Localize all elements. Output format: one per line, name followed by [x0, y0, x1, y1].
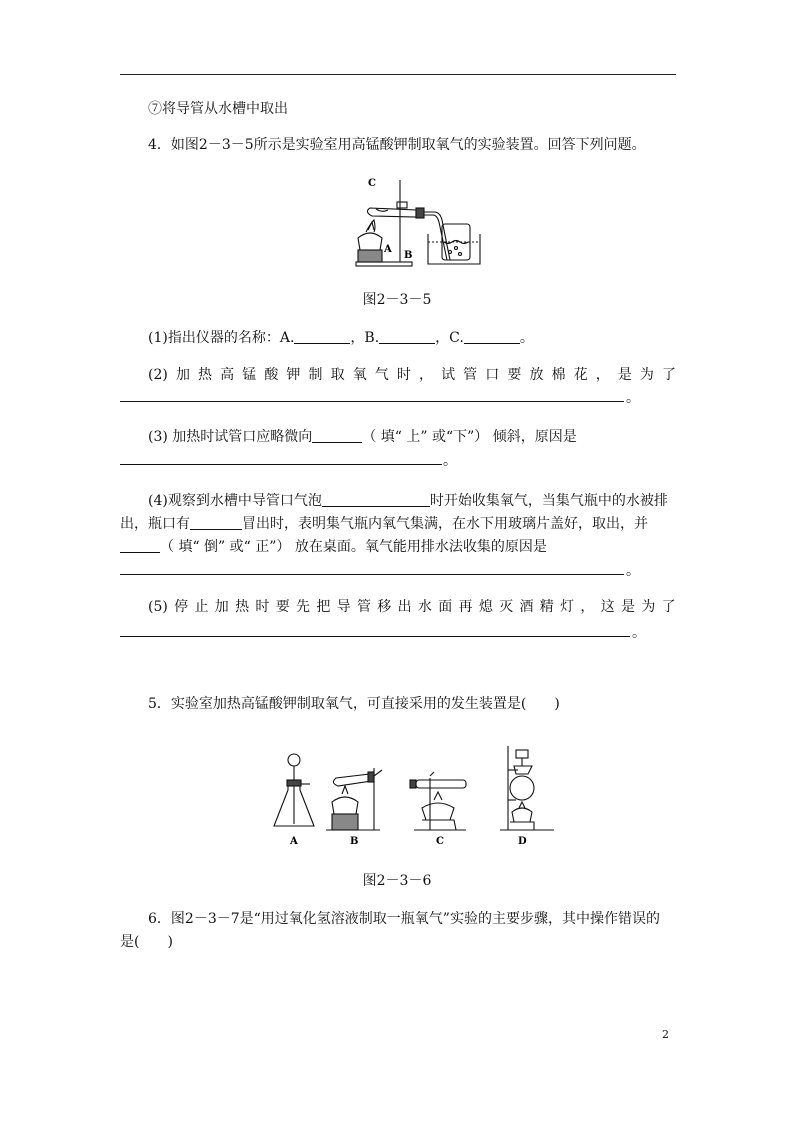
q4-part4-lead: (4)观察到水槽中导管口气泡 [148, 493, 322, 509]
q4-part5-char: 移 [377, 599, 392, 615]
answer-blank-b[interactable] [379, 328, 435, 344]
q4-part2-char: 时 [396, 367, 411, 383]
figure-2-3-6 [270, 738, 554, 848]
q4-part2-char: 钾 [286, 367, 301, 383]
q6-stem-line2: 是( ) [120, 934, 173, 950]
q4-part2-char: 锰 [242, 367, 257, 383]
q4-part5-char: 把 [316, 599, 331, 615]
q4-part2-char: 气 [374, 367, 389, 383]
q4-part4-tail1: 时开始收集氧气，当集气瓶中的水被排 [429, 493, 668, 509]
q4-part1-lead: (1)指出仪器的名称：A. [148, 330, 295, 346]
q4-part5-char: 导 [336, 599, 351, 615]
answer-blank-part4a[interactable] [322, 491, 430, 507]
q4-part2-char: 酸 [264, 367, 279, 383]
q4-part2-char: 制 [308, 367, 323, 383]
q4-part2-char: 棉 [551, 367, 566, 383]
answer-blank-part3b[interactable] [120, 464, 442, 465]
q4-part2-char: 为 [639, 367, 654, 383]
q4-part1-end: 。 [519, 330, 534, 346]
q4-part5-line1 [120, 597, 676, 617]
q4-part1 [120, 328, 676, 348]
q4-part3-mid: （ 填“ 上” 或“下”） 倾斜，原因是 [362, 429, 577, 445]
q4-part2-char: 热 [198, 367, 213, 383]
q4-part2-char: ， [418, 367, 433, 383]
q4-part1-c: ，C. [435, 330, 464, 346]
figure-caption-2-3-5: 图2－3－5 [362, 292, 432, 308]
q4-part5-char: 灭 [499, 599, 514, 615]
q4-part5-char: 出 [397, 599, 412, 615]
q4-part5-end: 。 [632, 625, 646, 641]
q4-part5-char: 再 [458, 599, 473, 615]
apparatus-c [410, 772, 466, 830]
apparatus-b [326, 768, 382, 830]
answer-blank-part3a[interactable] [312, 427, 362, 443]
q4-part5-char: 灯 [560, 599, 575, 615]
answer-blank-part2[interactable] [120, 401, 624, 402]
apparatus-a [274, 754, 314, 826]
q4-part2-char: ， [595, 367, 610, 383]
q4-part2-end: 。 [626, 390, 640, 406]
q4-stem: 4．如图2－3－5所示是实验室用高锰酸钾制取氧气的实验装置。回答下列问题。 [148, 137, 646, 153]
q4-part5-char: (5) [148, 599, 168, 615]
q3-step-7: ⑦将导管从水槽中取出 [148, 101, 288, 117]
option-label-d: D [518, 836, 527, 847]
q4-part4-line1 [120, 491, 676, 511]
fig5-label-a: A [384, 244, 392, 255]
q4-part2-char: 管 [463, 367, 478, 383]
answer-blank-part4b[interactable] [190, 514, 242, 530]
answer-blank-c[interactable] [464, 328, 520, 344]
q4-part5-char: 热 [235, 599, 250, 615]
q4-part5-char: 止 [194, 599, 209, 615]
q4-part5-char: ， [580, 599, 595, 615]
q4-part2-char: 氧 [352, 367, 367, 383]
q4-part5-char: 了 [661, 599, 676, 615]
q4-part2-line1 [120, 365, 676, 385]
q4-part5-char: 精 [539, 599, 554, 615]
q4-part5-char: 这 [600, 599, 615, 615]
q4-part4-lead2: 出，瓶口有 [120, 516, 190, 532]
q4-part5-char: 先 [296, 599, 311, 615]
q6-stem-line1: 6．图2－3－7是“用过氧化氢溶液制取一瓶氧气”实验的主要步骤，其中操作错误的 [148, 911, 660, 927]
q4-part5-char: 管 [356, 599, 371, 615]
answer-blank-part5[interactable] [120, 636, 630, 637]
q4-part2-char: 取 [330, 367, 345, 383]
option-label-b: B [350, 836, 359, 847]
q4-part3-end: 。 [443, 453, 457, 469]
q4-part2-char: 试 [441, 367, 456, 383]
q4-part5-char: 面 [438, 599, 453, 615]
q4-part5-char: 水 [417, 599, 432, 615]
q4-part5-char: 酒 [519, 599, 534, 615]
q4-part2-char: 口 [485, 367, 500, 383]
q4-part4-tail2: 冒出时，表明集气瓶内氧气集满，在水下用玻璃片盖好，取出，并 [242, 516, 648, 532]
option-label-a: A [290, 836, 298, 847]
q4-part5-char: 要 [275, 599, 290, 615]
answer-blank-part4c[interactable] [120, 537, 160, 553]
q4-part2-char: 放 [529, 367, 544, 383]
q4-part4-line3 [120, 537, 676, 557]
apparatus-d [500, 746, 554, 830]
figure-caption-2-3-6: 图2－3－6 [362, 873, 432, 889]
q4-part2-char: 要 [507, 367, 522, 383]
page-number: 2 [662, 1028, 669, 1041]
fig5-label-b: B [404, 250, 413, 261]
answer-blank-a[interactable] [294, 328, 350, 344]
q4-part5-char: 时 [255, 599, 270, 615]
q4-part5-char: 是 [621, 599, 636, 615]
header-rule [120, 74, 676, 75]
q4-part2-char: 了 [662, 367, 676, 383]
q4-part5-char: 加 [214, 599, 229, 615]
answer-blank-part4d[interactable] [120, 574, 624, 575]
q4-part5-char: 为 [641, 599, 656, 615]
q4-part4-end: 。 [626, 563, 640, 579]
fig5-label-c: C [368, 178, 376, 189]
figure-2-3-5 [346, 172, 486, 268]
q4-part1-b: ，B. [350, 330, 380, 346]
q4-part5-char: 熄 [478, 599, 493, 615]
option-label-c: C [436, 836, 444, 847]
q4-part2-char: 加 [175, 367, 190, 383]
q4-part2-char: (2) [148, 367, 168, 383]
q4-part2-char: 是 [617, 367, 632, 383]
q4-part5-char: 停 [174, 599, 189, 615]
q4-part2-char: 花 [573, 367, 588, 383]
q4-part2-char: 高 [220, 367, 235, 383]
q4-part3-line1 [120, 427, 676, 447]
q4-part4-line2 [120, 514, 676, 534]
q4-part4-tail3: （ 填“ 倒” 或“ 正”） 放在桌面。氧气能用排水法收集的原因是 [160, 539, 547, 555]
q5-stem: 5．实验室加热高锰酸钾制取氧气，可直接采用的发生装置是( ) [148, 696, 560, 712]
q4-part3-lead: (3) 加热时试管口应略微向 [148, 429, 313, 445]
